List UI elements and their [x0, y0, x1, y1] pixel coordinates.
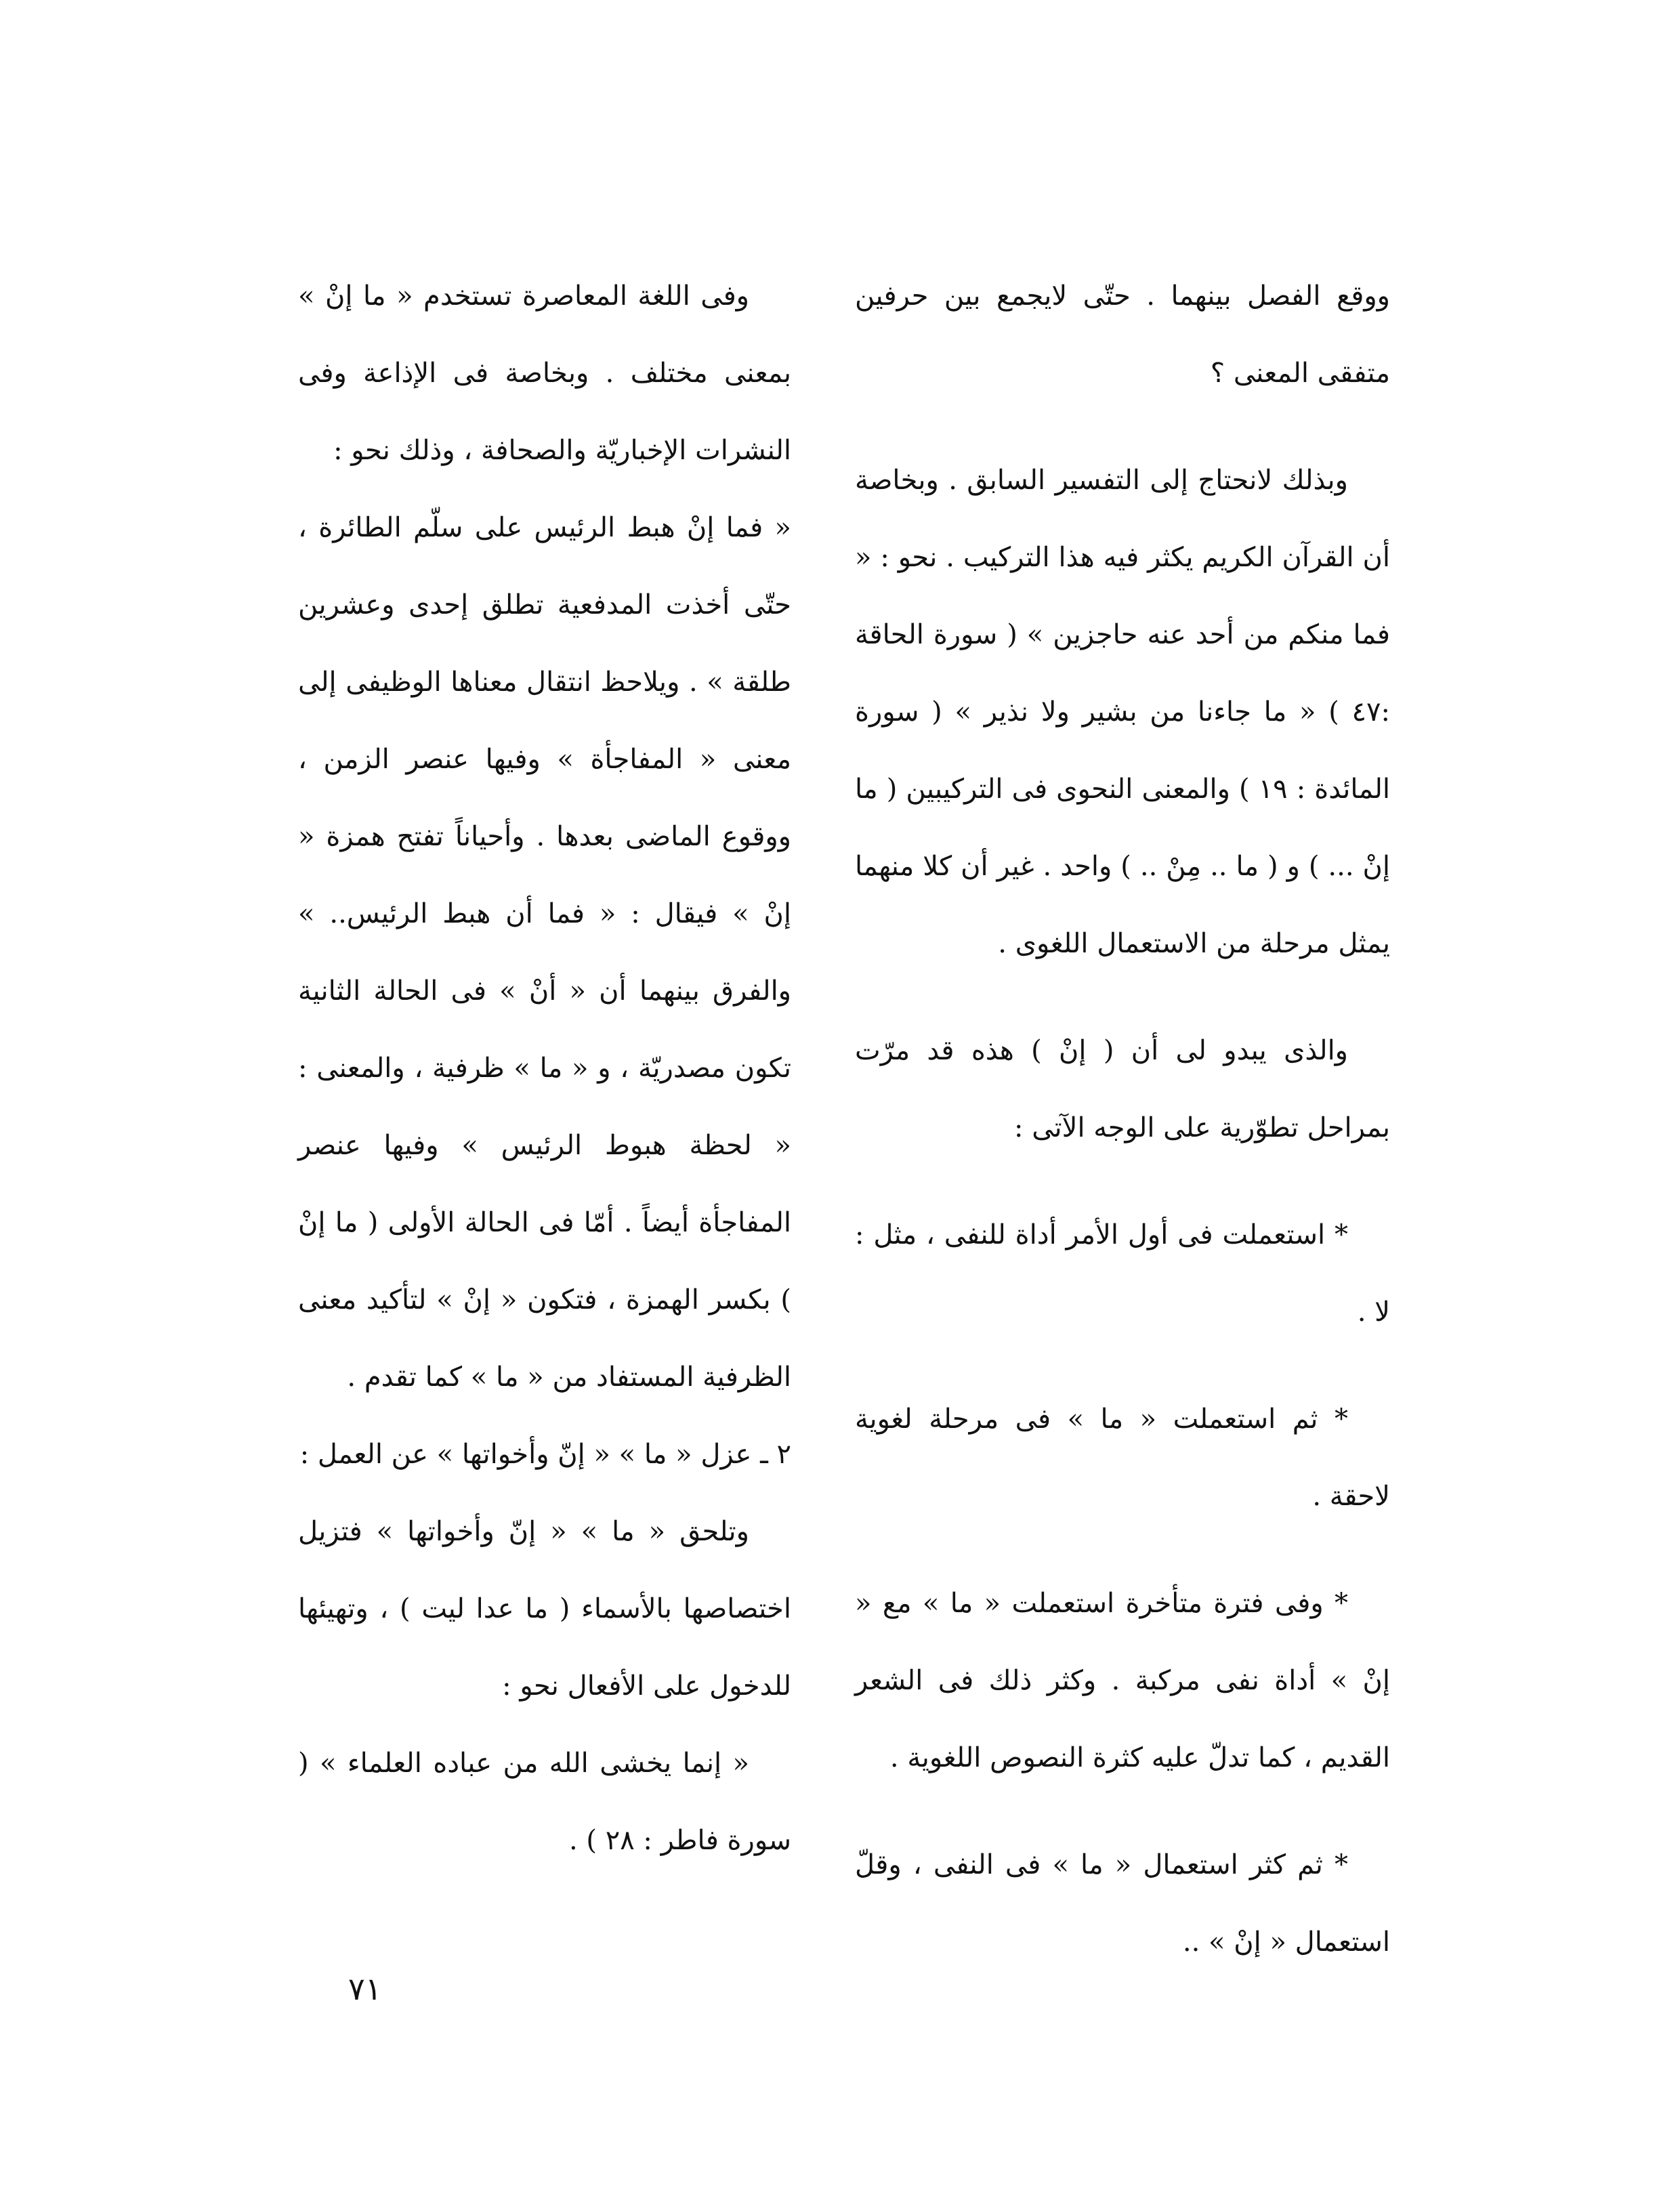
- right-column: [855, 257, 1390, 1981]
- paragraph: والذى يبدو لى أن ( إنْ ) هذه قد مرّت بمراحل تطوّرية على الوجه الآتى :: [855, 1035, 1390, 1143]
- quote-paragraph: « فما إنْ هبط الرئيس على سلّم الطائرة ، حتّى أخذت المدفعية تطلق إحدى وعشرين طلقة » . ويلاحظ انتقال معناها الوظيفى إلى معنى « المفاجأة » وفيها عنصر الزمن ، ووقوع الماضى بعدها . وأحياناً تفتح همزة « إنْ » فيقال : « فما أن هبط الرئيس.. » والفرق بينهما أن « أنْ » فى الحالة الثانية تكون مصدريّة ، و « ما » ظرفية ، والمعنى : « لحظة هبوط الرئيس » وفيها عنصر المفاجأة أيضاً . أمّا فى الحالة الأولى ( ما إنْ ) بكسر الهمزة ، فتكون « إنْ » لتأكيد معنى الظرفية المستفاد من « ما » كما تقدم .: [298, 512, 791, 1393]
- bullet-paragraph: * ثم استعملت « ما » فى مرحلة لغوية لاحقة .: [855, 1404, 1390, 1512]
- paragraph: وبذلك لانحتاج إلى التفسير السابق . وبخاصة أن القرآن الكريم يكثر فيه هذا التركيب . نحو : « فما منكم من أحد عنه حاجزين » ( سورة الحاقة :٤٧ ) « ما جاءنا من بشير ولا نذير » ( سورة المائدة : ١٩ ) والمعنى النحوى فى التركيبين ( ما إنْ ... ) و ( ما .. مِنْ .. ) واحد . غير أن كلا منهما يمثل مرحلة من الاستعمال اللغوى .: [855, 465, 1390, 959]
- page-number: ٧١: [348, 1971, 382, 2007]
- paragraph: ووقع الفصل بينهما . حتّى لايجمع بين حرفين متفقى المعنى ؟: [855, 280, 1390, 389]
- quote-paragraph: « إنما يخشى الله من عباده العلماء » ( سورة فاطر : ٢٨ ) .: [298, 1748, 791, 1856]
- left-column: [298, 257, 791, 1879]
- paragraph: وفى اللغة المعاصرة تستخدم « ما إنْ » بمعنى مختلف . وبخاصة فى الإذاعة وفى النشرات الإخباريّة والصحافة ، وذلك نحو :: [298, 280, 791, 466]
- paragraph: وتلحق « ما » « إنّ وأخواتها » فتزيل اختصاصها بالأسماء ( ما عدا ليت ) ، وتهيئها للدخول على الأفعال نحو :: [298, 1516, 791, 1702]
- bullet-paragraph: * ثم كثر استعمال « ما » فى النفى ، وقلّ استعمال « إنْ » ..: [855, 1849, 1390, 1958]
- bullet-paragraph: * وفى فترة متأخرة استعملت « ما » مع « إنْ » أداة نفى مركبة . وكثر ذلك فى الشعر القديم ، كما تدلّ عليه كثرة النصوص اللغوية .: [855, 1588, 1390, 1773]
- bullet-paragraph: * استعملت فى أول الأمر أداة للنفى ، مثل : لا .: [855, 1219, 1390, 1328]
- section-heading: ٢ ـ عزل « ما » « إنّ وأخواتها » عن العمل :: [299, 1439, 791, 1470]
